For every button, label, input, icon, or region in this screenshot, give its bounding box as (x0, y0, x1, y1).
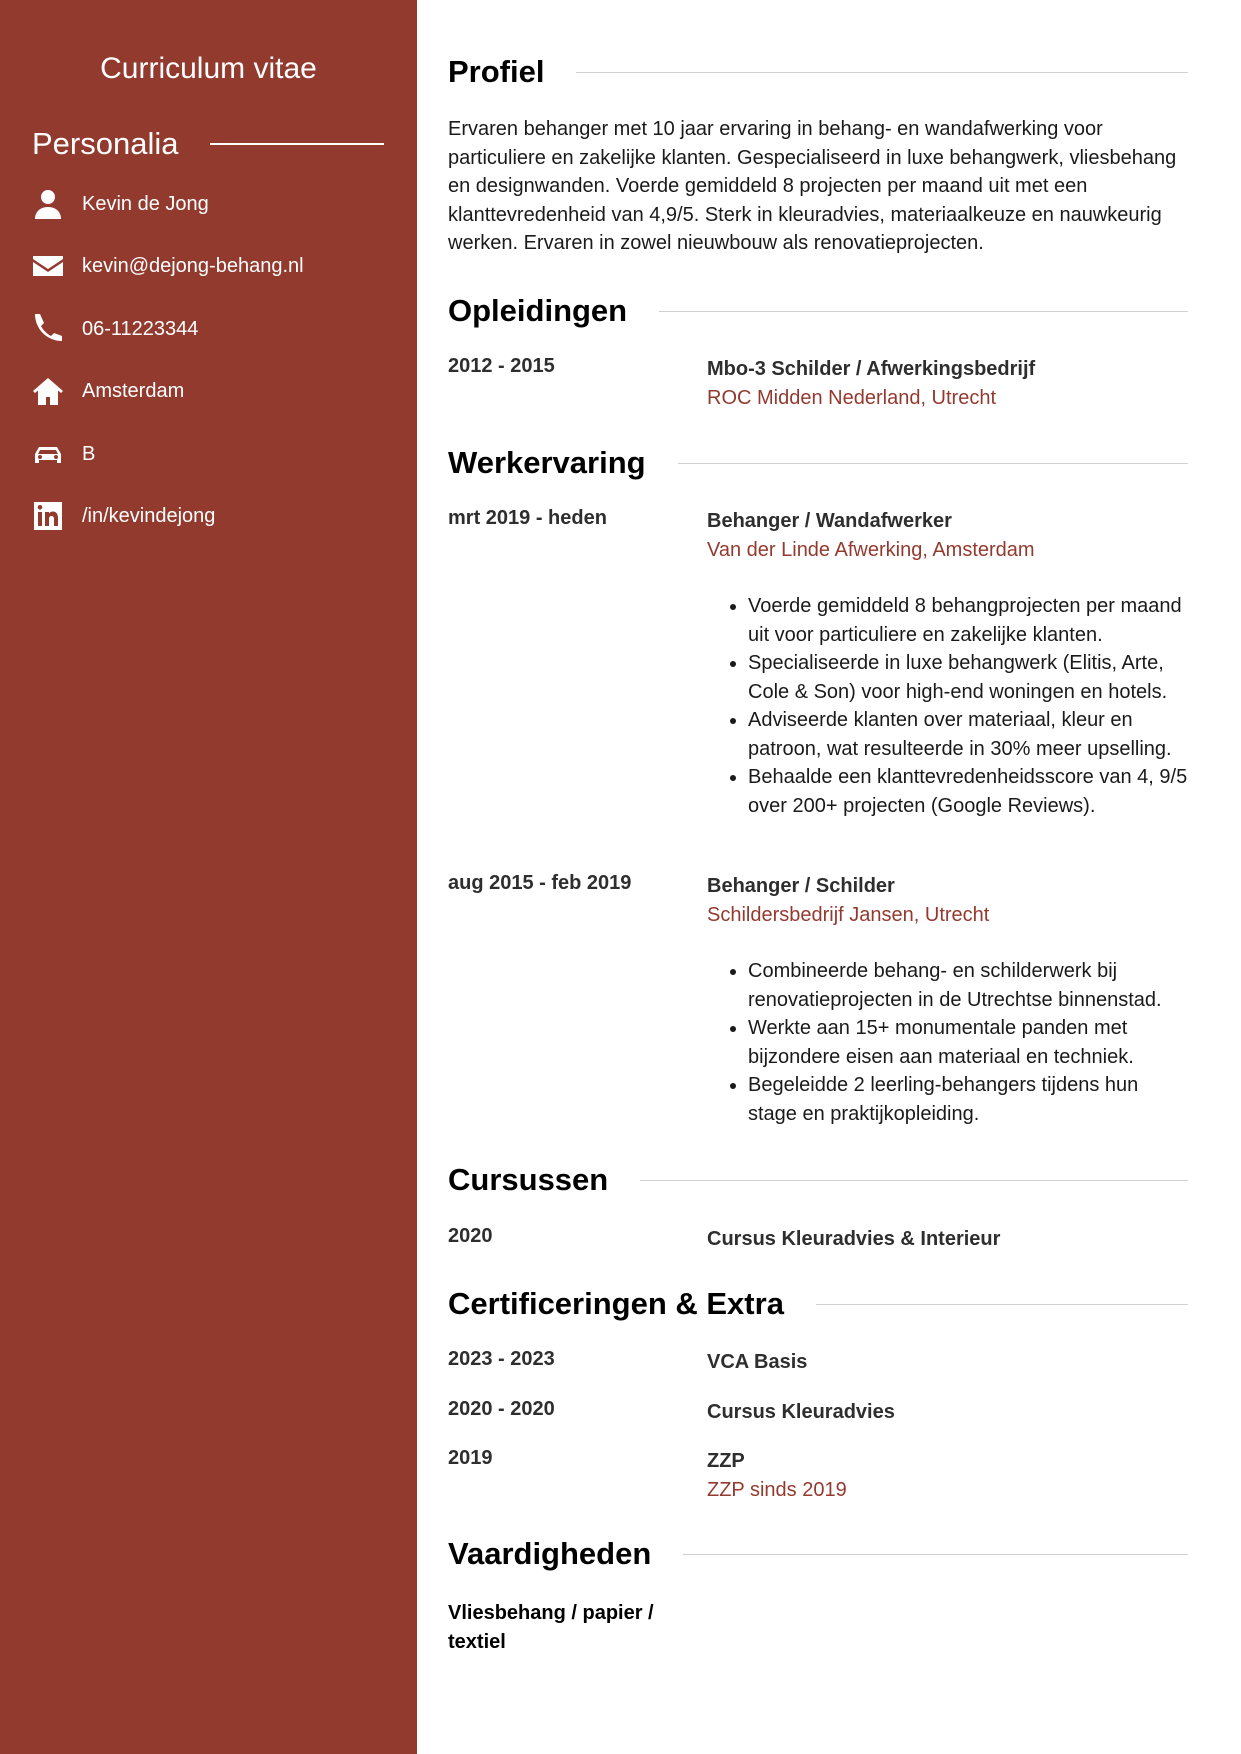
sidebar (0, 0, 417, 1754)
entry-title: Cursus Kleuradvies & Interieur (707, 1228, 1001, 1250)
divider (640, 1180, 1188, 1181)
cv-title: Curriculum vitae (100, 52, 317, 85)
bullet-item: • Voerde gemiddeld 8 behangprojecten per maand uit voor particuliere en zakelijke klanten. (748, 592, 1188, 649)
divider (659, 311, 1188, 312)
section-courses-header (448, 1162, 1188, 1198)
personalia-title: Personalia (32, 126, 179, 161)
skill-item: Vliesbehang / papier / textiel (448, 1602, 654, 1653)
contact-text: Amsterdam (82, 379, 185, 402)
contact-name (32, 186, 209, 222)
section-experience-header (448, 445, 1188, 481)
entry-organization: ROC Midden Nederland, Utrecht (707, 386, 997, 409)
contact-text: B (82, 442, 96, 465)
entry-title: Mbo-3 Schilder / Afwerkingsbedrijf (707, 358, 1036, 380)
divider (210, 143, 384, 145)
bullet-item: • Combineerde behang- en schilderwerk bij renovatieprojecten in de Utrechtse binnenstad. (748, 957, 1188, 1014)
entry-title: ZZP (707, 1450, 745, 1472)
entry-title: Behanger / Wandafwerker (707, 510, 952, 532)
entry-date: aug 2015 - feb 2019 (448, 872, 632, 894)
car-icon (32, 438, 64, 470)
bullet-item: • Werkte aan 15+ monumentale panden met bijzondere eisen aan materiaal en techniek. (748, 1014, 1188, 1071)
bullet-list (707, 957, 1188, 1128)
entry-title: VCA Basis (707, 1351, 808, 1373)
contact-text: kevin@dejong-behang.nl (82, 254, 304, 277)
entry-date: 2020 - 2020 (448, 1398, 555, 1420)
section-title: Certificeringen & Extra (448, 1286, 784, 1321)
section-title: Werkervaring (448, 445, 646, 480)
entry-organization: ZZP sinds 2019 (707, 1478, 847, 1501)
divider (678, 463, 1188, 464)
divider (576, 72, 1188, 73)
entry-organization: Schildersbedrijf Jansen, Utrecht (707, 903, 990, 926)
section-title: Vaardigheden (448, 1536, 652, 1571)
entry-date: mrt 2019 - heden (448, 507, 607, 529)
contact-phone[interactable] (32, 311, 198, 347)
bullet-item: • Specialiseerde in luxe behangwerk (Elitis, Arte, Cole & Son) voor high-end woningen en hotels. (748, 649, 1188, 706)
linkedin-icon (32, 500, 64, 532)
entry-title: Behanger / Schilder (707, 875, 895, 897)
bullet-item: • Adviseerde klanten over materiaal, kleur en patroon, wat resulteerde in 30% meer upselling. (748, 706, 1188, 763)
entry-date: 2019 (448, 1447, 493, 1469)
entry-organization: Van der Linde Afwerking, Amsterdam (707, 538, 1035, 561)
contact-text: /in/kevindejong (82, 504, 216, 527)
profile-text: Ervaren behanger met 10 jaar ervaring in behang- en wandafwerking voor particuliere en zakelijke klanten. Gespecialiseerd in luxe behangwerk, vliesbehang en designwanden. Voerde gemiddeld 8 projecten per maand uit met een klanttevredenheid van 4,9/5. Sterk in kleuradvies, materiaalkeuze en nauwkeurig werken. Ervaren in zowel nieuwbouw als renovatieprojecten. (448, 118, 1177, 254)
section-profile-header (448, 54, 1188, 90)
user-icon (32, 188, 64, 220)
bullet-item: • Behaalde een klanttevredenheidsscore van 4, 9/5 over 200+ projecten (Google Reviews). (748, 763, 1188, 820)
section-title: Cursussen (448, 1162, 609, 1197)
section-title: Opleidingen (448, 293, 628, 328)
contact-text: Kevin de Jong (82, 192, 209, 215)
personalia-header (32, 126, 384, 162)
entry-date: 2020 (448, 1225, 493, 1247)
envelope-icon (32, 250, 64, 282)
section-certifications-header (448, 1286, 1188, 1322)
entry-date: 2023 - 2023 (448, 1348, 555, 1370)
bullet-list (707, 592, 1188, 820)
contact-license (32, 436, 95, 472)
section-skills-header (448, 1536, 1188, 1572)
entry-title: Cursus Kleuradvies (707, 1401, 895, 1423)
section-education-header (448, 293, 1188, 329)
divider (683, 1554, 1188, 1555)
phone-icon (32, 313, 64, 345)
contact-text: 06-11223344 (82, 317, 199, 340)
bullet-item: • Begeleidde 2 leerling-behangers tijdens hun stage en praktijkopleiding. (748, 1071, 1188, 1128)
contact-linkedin[interactable] (32, 498, 215, 534)
contact-email[interactable] (32, 248, 304, 284)
contact-location (32, 373, 184, 409)
section-title: Profiel (448, 54, 545, 89)
entry-date: 2012 - 2015 (448, 355, 555, 377)
home-icon (32, 375, 64, 407)
divider (816, 1304, 1188, 1305)
